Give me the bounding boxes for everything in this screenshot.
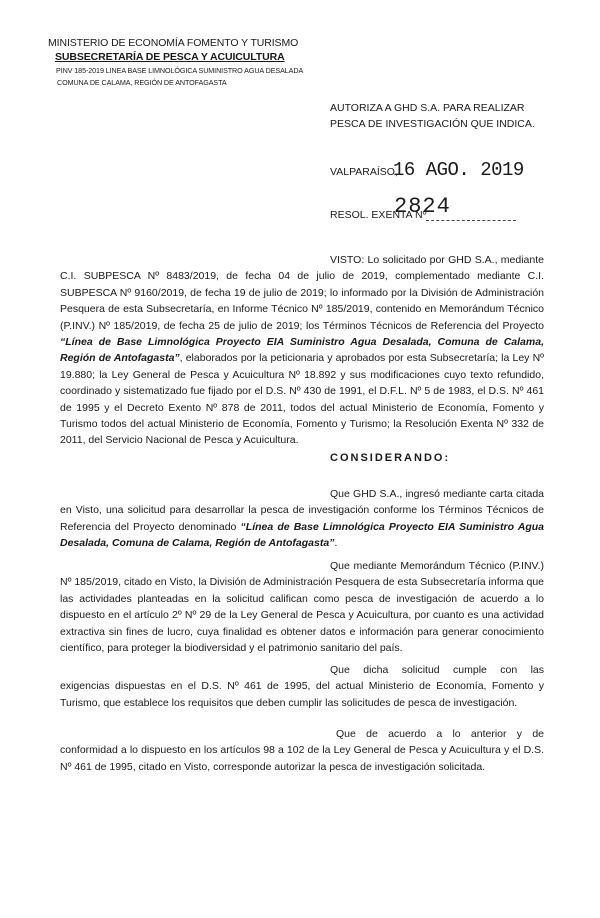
resolution-number: 2824 bbox=[394, 194, 451, 219]
considerando-heading: CONSIDERANDO: bbox=[330, 452, 451, 464]
c4-text: Que de acuerdo a lo anterior y de conformidad a lo dispuesto en los artículos 98 a 102 de la Ley General de Pesca y Acuicultura y el D.S. Nº 461 de 1995, citado en Visto, corresponde autorizar la pesca de investigación solicitada. bbox=[60, 728, 544, 773]
c2-text: Que mediante Memorándum Técnico (P.INV.) Nº 185/2019, citado en Visto, la División de Administración Pesquera de esta Subsecretaría informa que las actividades planteadas en la solicitud califican como pesca de investigación de acuerdo a lo dispuesto en el artículo 2º Nº 29 de la Ley General de Pesca y Acuicultura, por cuanto es una actividad extractiva sin fines de lucro, cuya finalidad es obtener datos e información para generar conocimiento científico, para proteger la biodiversidad y el patrimonio sanitario del país. bbox=[60, 560, 545, 655]
c1-end: . bbox=[334, 537, 338, 550]
date-stamp: 16 AGO. 2019 bbox=[393, 159, 524, 181]
resolution-subject: AUTORIZA A GHD S.A. PARA REALIZAR PESCA DE INVESTIGACIÓN QUE INDICA. bbox=[330, 102, 535, 130]
ministry-name: MINISTERIO DE ECONOMÍA FOMENTO Y TURISMO bbox=[48, 37, 299, 49]
considerando-4 bbox=[60, 726, 544, 775]
visto-rest: , elaborados por la peticionaria y aprobados por esta Subsecretaría; la Ley Nº 19.880; la Ley General de Pesca y Acuicultura Nº 18.892 y sus modificaciones cuyo texto refundido, coordinado y sistematizado fue fijado por el D.S. Nº 430 de 1991, el D.F.L. Nº 5 de 1983, el D.S. Nº 461 de 1995 y el Decreto Exento Nº 878 de 2011, todos del actual Ministerio de Economía, Fomento y Turismo todos del actual Ministerio de Economía, Fomento y Turismo; la Resolución Exenta Nº 332 de 2011, del Servicio Nacional de Pesca y Acuicultura. bbox=[60, 352, 544, 447]
visto-paragraph bbox=[60, 252, 544, 449]
visto-intro: VISTO: Lo solicitado por GHD S.A., mediante C.I. bbox=[60, 254, 544, 283]
considerando-3 bbox=[60, 662, 544, 711]
c3-text: Que dicha solicitud cumple con las exigencias dispuestas en el D.S. Nº 461 de 1995, del actual Ministerio de Economía, Fomento y Turismo, que establece los requisitos que deben cumplir las solicitudes de pesca de investigación. bbox=[60, 664, 544, 709]
considerando-1 bbox=[60, 486, 544, 552]
resolution-label: RESOL. EXENTA Nº bbox=[330, 209, 427, 221]
header-reference-line-1: PINV 185-2019 LINEA BASE LIMNOLÓGICA SUMINISTRO AGUA DESALADA bbox=[56, 66, 304, 75]
header-reference-line-2: COMUNA DE CALAMA, REGIÓN DE ANTOFAGASTA bbox=[57, 78, 227, 87]
subsecretariat-name: SUBSECRETARÍA DE PESCA Y ACUICULTURA bbox=[55, 51, 285, 63]
place-date-block bbox=[330, 159, 580, 187]
c1-text: Que GHD S.A., ingresó mediante carta citada en Visto, una solicitud para desarrollar la pesca de investigación conforme los Términos Técnicos de Referencia del Proyecto denominado bbox=[60, 488, 544, 533]
visto-project-title: “Línea de Base Limnológica Proyecto EIA Suministro Agua Desalada, Comuna de Calama, Región de Antofagasta” bbox=[60, 336, 544, 365]
resolution-number-block bbox=[330, 194, 580, 232]
c1-project-title: “Línea de Base Limnológica Proyecto EIA Suministro Agua Desalada, Comuna de Calama, Región de Antofagasta” bbox=[60, 520, 545, 550]
visto-ref: SUBPESCA Nº 8483/2019, de fecha 04 de julio de 2019, complementado mediante C.I. SUBPESCA Nº 9160/2019, de fecha 19 de julio de 2019; lo informado por la División de Administración Pesquera de esta Subsecretaría, en Informe Técnico Nº 185/2019, contenido en Memorándum Técnico (P.INV.) Nº 185/2019, de fecha 25 de julio de 2019; los Términos Técnicos de Referencia del Proyecto bbox=[60, 270, 545, 332]
place-label: VALPARAÍSO, bbox=[330, 166, 398, 178]
considerando-2 bbox=[60, 558, 544, 656]
resolution-underline bbox=[426, 220, 516, 221]
